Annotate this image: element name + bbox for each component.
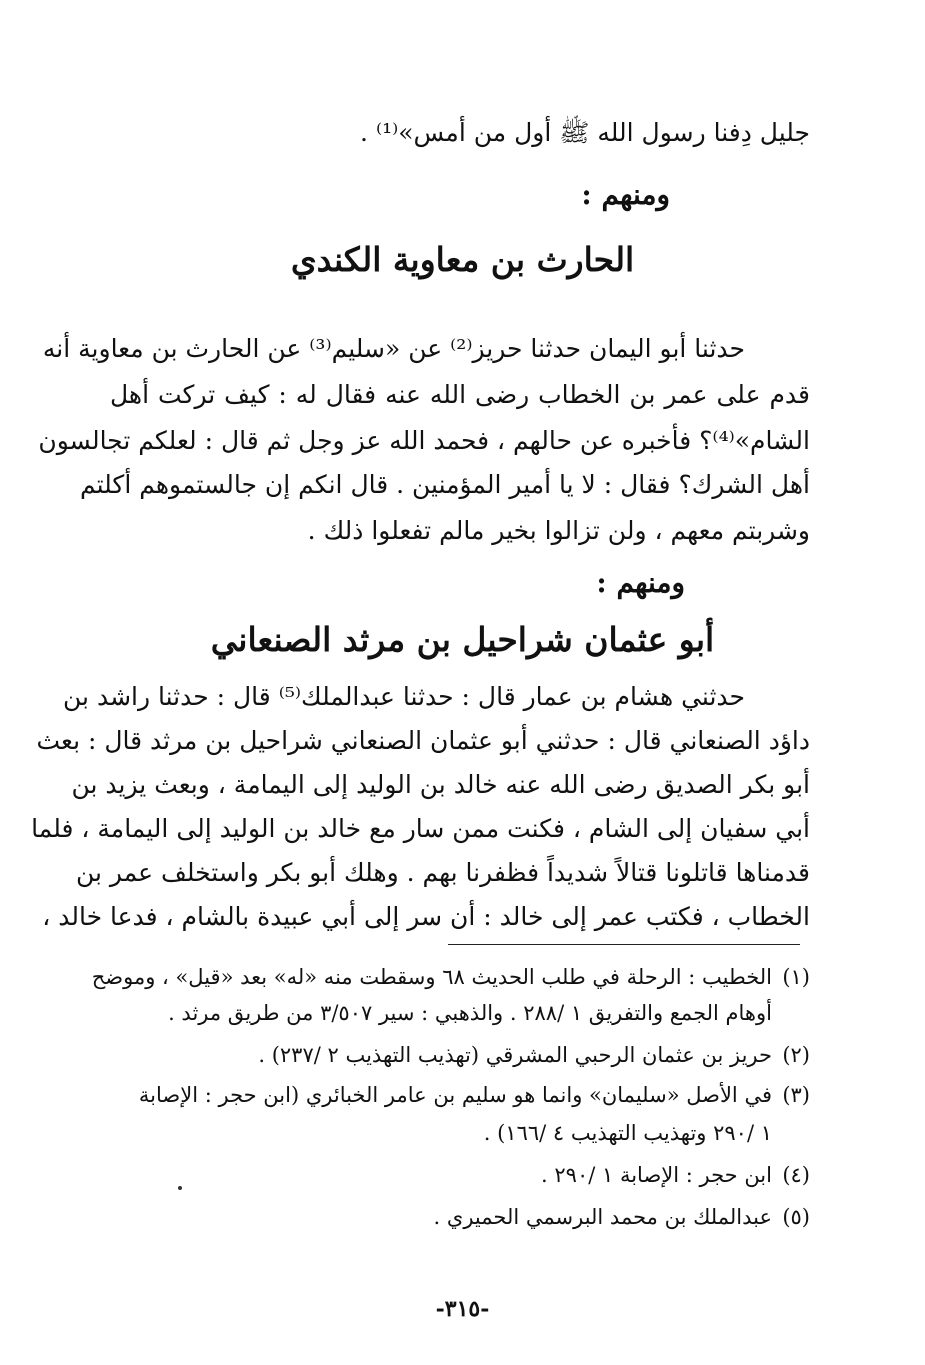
- text-line: أهل الشرك؟ فقال : لا يا أمير المؤمنين . قال انكم إن جالستموهم أكلتم: [79, 470, 810, 499]
- footnote-separator: [448, 944, 800, 945]
- text-line: وشربتم معهم ، ولن تزالوا بخير مالم تفعلوا ذلك .: [307, 516, 810, 545]
- section-label: ومنهم :: [581, 178, 670, 211]
- section-title: أبو عثمان شراحيل بن مرثد الصنعاني: [210, 620, 715, 659]
- text-line: داؤد الصنعاني قال : حدثني أبو عثمان الصنعاني شراحيل بن مرثد قال : بعث: [36, 726, 810, 755]
- text-line: الشام»⁽⁴⁾؟ فأخبره عن حالهم ، فحمد الله عز وجل ثم قال : لعلكم تجالسون: [38, 426, 810, 455]
- ink-speck: [178, 1186, 182, 1190]
- footnote-number: (٤): [782, 1163, 810, 1187]
- text-line: قدم على عمر بن الخطاب رضى الله عنه فقال له : كيف تركت أهل: [110, 380, 810, 409]
- footnote-number: (٥): [782, 1205, 810, 1229]
- text-line: حدثنا أبو اليمان حدثنا حريز⁽²⁾ عن «سليم⁽³⁾ عن الحارث بن معاوية أنه: [42, 334, 745, 363]
- footnote-continuation: ١ /٢٩٠ وتهذيب التهذيب ٤ /١٦٦) .: [483, 1121, 772, 1145]
- footnote-text: الخطيب : الرحلة في طلب الحديث ٦٨ وسقطت منه «له» بعد «قيل» ، وموضح: [91, 965, 772, 989]
- page-number: -٣١٥-: [435, 1296, 490, 1322]
- section-label: ومنهم :: [596, 566, 685, 599]
- footnote-number: (١): [782, 965, 810, 989]
- footnote-number: (٣): [782, 1083, 810, 1107]
- text-line: جليل دِفنا رسول الله ﷺ أول من أمس»⁽¹⁾ .: [360, 118, 810, 147]
- text-line: الخطاب ، فكتب عمر إلى خالد : أن سر إلى أبي عبيدة بالشام ، فدعا خالد ،: [42, 902, 810, 931]
- footnote-text: ابن حجر : الإصابة ١ /٢٩٠ .: [541, 1163, 772, 1187]
- text-line: حدثني هشام بن عمار قال : حدثنا عبدالملك⁽⁵⁾ قال : حدثنا راشد بن: [63, 682, 745, 711]
- footnote-text: في الأصل «سليمان» وانما هو سليم بن عامر الخبائري (ابن حجر : الإصابة: [138, 1083, 772, 1107]
- footnote-number: (٢): [782, 1043, 810, 1067]
- section-title: الحارث بن معاوية الكندي: [290, 240, 635, 279]
- text-line: أبي سفيان إلى الشام ، فكنت ممن سار مع خالد بن الوليد إلى اليمامة ، فلما: [31, 814, 810, 843]
- text-line: قدمناها قاتلونا قتالاً شديداً فظفرنا بهم . وهلك أبو بكر واستخلف عمر بن: [75, 858, 810, 887]
- text-line: أبو بكر الصديق رضى الله عنه خالد بن الوليد إلى اليمامة ، وبعث يزيد بن: [71, 770, 810, 799]
- footnote-text: حريز بن عثمان الرحبي المشرقي (تهذيب التهذيب ٢ /٢٣٧) .: [258, 1043, 772, 1067]
- footnote-continuation: أوهام الجمع والتفريق ١ /٢٨٨ . والذهبي : سير ٣/٥٠٧ من طريق مرثد .: [168, 1001, 772, 1025]
- footnote-text: عبدالملك بن محمد البرسمي الحميري .: [433, 1205, 772, 1229]
